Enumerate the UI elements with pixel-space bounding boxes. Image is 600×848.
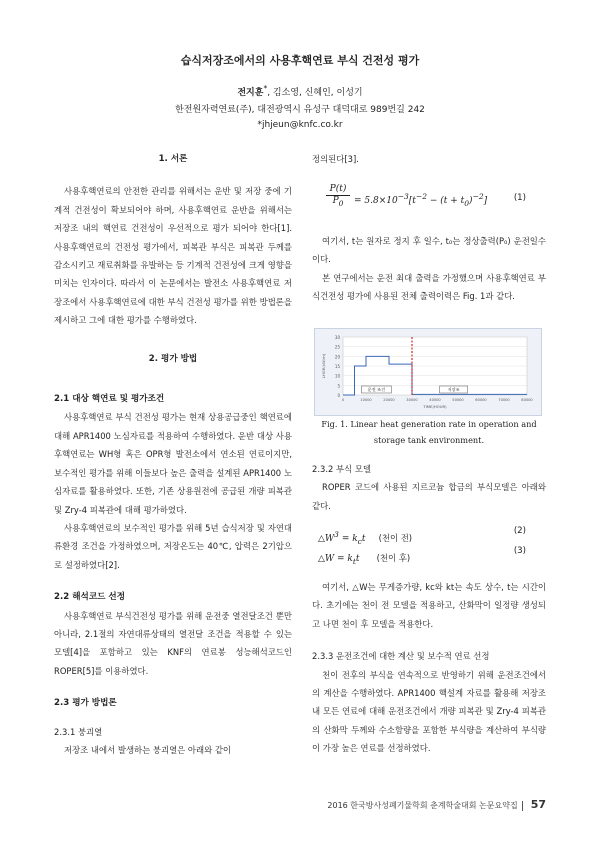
eq2-number: (2) (513, 526, 526, 536)
caption-line-2: storage tank environment. (373, 435, 485, 445)
co-authors: , 김소영, 신혜인, 이성기 (267, 88, 363, 98)
paragraph-continued: 정의된다[3]. (312, 154, 359, 164)
y-axis-label: LHGR(kW/m) (321, 353, 326, 379)
eq1-numerator: P(t) (326, 184, 350, 196)
y-tick-label: 5 (337, 383, 340, 389)
figure-1-caption (312, 416, 546, 448)
intro-paragraph: 사용후핵연료의 안전한 관리를 위해서는 운반 및 저장 중에 기계적 건전성이 확보되어야 하며, 사용후핵연료 운반을 위해서는 저장조 내의 핵연료 건전성이 우선적으로 평가 되어야 한다[1]. 사용후핵연료의 건전성 평가에서, 피복관 부식은 피복관 두께를 감소시키고 재료취화를 유발하는 등 기계적 건전성에 크게 영향을 미치는 인자이다. 따라서 이 논문에서는 발전소 사용후핵연료 저장조에서 사용후핵연료에 대한 부식 건전성 평가를 위한 방법론을 제시하고 그에 대한 평가를 수행하였다. (54, 186, 292, 326)
subsection-heading-2-2: 2.2 해석코드 선정 (54, 592, 126, 603)
y-tick-label: 25 (334, 344, 340, 350)
section-heading-intro: 1. 서론 (158, 154, 188, 164)
paragraph-2-1-a: 사용후핵연료 부식 건전성 평가는 현재 상용공급중인 핵연료에 대해 APR1400 노심자료를 적용하여 수행하였다. 운반 대상 사용후핵연료는 WH형 혹은 OPR형 발전소에서 연소된 연료이지만, 보수적인 평가를 위해 이들보다 높은 출력을 설계된 APR1400 노심자료를 활용하였다. 또한, 기존 상용원전에 공급된 개량 피복관 및 Zry-4 피복관에 대해 평가하였다. (54, 412, 292, 515)
subsection-heading-2-3: 2.3 평가 방법론 (54, 698, 117, 709)
y-tick-label: 20 (334, 354, 340, 360)
annotation-operation: 운전 조건 (367, 387, 386, 393)
x-tick-label: 80000 (521, 398, 533, 402)
eq1-fraction (326, 184, 350, 208)
subsection-heading-2-3-1: 2.3.1 붕괴열 (54, 726, 103, 737)
paper-title: 습식저장조에서의 사용후핵연료 부식 건전성 평가 (180, 54, 420, 67)
paragraph-2-3-3: 천이 전후의 부식을 연속적으로 반영하기 위해 운전조건에서의 계산을 수행하였다. APR1400 핵설계 자료를 활용해 저장조 내 모든 연료에 대해 운전조건에서 개량 피복관 및 Zry-4 피복관의 산화막 두께와 수소함량을 포함한 부식량을 계산하여 부식량이 가장 높은 연료를 선정하였다. (312, 669, 546, 754)
page-footer (300, 798, 546, 811)
right-column-text-2 (312, 232, 546, 306)
paragraph-2-2: 사용후핵연료 부식건전성 평가를 위해 운전중 열전달조건 뿐만 아니라, 2.1절의 자연대류상태의 열전달 조건을 적용할 수 있는 모델[4]을 포함하고 있는 KNF의 연료봉 성능해석코드인 ROPER[5]를 이용하였다. (54, 610, 292, 676)
eq3-condition: (천이 후) (376, 553, 411, 563)
subsection-heading-2-1: 2.1 대상 핵연료 및 평가조건 (54, 394, 165, 405)
corresponding-mark: * (263, 84, 268, 93)
x-tick-label: 50000 (452, 398, 464, 402)
eq2-expression: $\triangle W^3 = k_ct$ (318, 530, 366, 546)
y-tick-label: 15 (334, 364, 340, 369)
equation-2 (318, 526, 546, 544)
subsection-heading-2-3-3: 2.3.3 운전조건에 대한 계산 및 보수적 연료 선정 (312, 651, 490, 662)
author-list (0, 84, 600, 98)
right-column-text-3 (312, 460, 546, 515)
page-number: 57 (530, 798, 546, 811)
annotation-storage: 저장조 (447, 387, 460, 393)
contact-email: *jhjeun@knfc.co.kr (257, 120, 343, 130)
eq3-expression: △W = $k_tt$ (318, 554, 360, 566)
x-tick-label: 10000 (360, 398, 372, 402)
section-heading-method: 2. 평가 방법 (148, 353, 198, 364)
equation-1 (326, 184, 546, 218)
x-tick-label: 70000 (498, 398, 510, 402)
paragraph-2-3-2-b: 여기서, △W는 무게증가량, kc와 kt는 속도 상수, t는 시간이다. 초기에는 천이 전 모델을 적용하고, 산화막이 일정량 생성되고 나면 천이 후 모델을 적용한다. (312, 582, 546, 629)
x-tick-label: 40000 (429, 398, 441, 402)
right-column-text-4 (312, 578, 546, 758)
y-tick-label: 0 (337, 393, 340, 398)
eq2-condition: (천이 전) (378, 533, 413, 543)
x-tick-label: 30000 (406, 398, 418, 402)
x-tick-label: 60000 (475, 398, 487, 402)
subsection-heading-2-3-2: 2.3.2 부식 모델 (312, 464, 371, 474)
figure-1-chart (314, 328, 542, 416)
paragraph-2-3-2-a: ROPER 코드에 사용된 지르코늄 합금의 부식모델은 아래와 같다. (312, 482, 546, 511)
footer-text: 2016 한국방사성폐기물학회 춘계학술대회 논문요약집 (327, 801, 518, 810)
footer-divider (522, 801, 523, 811)
y-tick-label: 10 (334, 373, 340, 379)
right-column (312, 150, 546, 168)
eq1-expression: = $5.8\times 10^{-3}[t^{-2} - (t + t_0)^{-2}]$ (354, 192, 488, 208)
y-tick-label: 30 (334, 335, 340, 340)
lead-author: 전지훈 (237, 88, 264, 98)
paragraph-power-history: 본 연구에서는 운전 최대 출력을 가정했으며 사용후핵연료 부식건전성 평가에 사용된 전체 출력이력은 Fig. 1과 같다. (312, 272, 546, 302)
affiliation: 한전원자력연료(주), 대전광역시 유성구 대덕대로 989번길 242 (175, 105, 425, 115)
eq1-denominator: $P_0$ (332, 196, 344, 208)
x-axis-label: TIME(HOUR) (423, 404, 447, 409)
caption-line-1: Fig. 1. Linear heat generation rate in operation and (321, 419, 537, 429)
paragraph-2-3-1: 저장조 내에서 발생하는 붕괴열은 아래와 같이 (64, 744, 232, 755)
equation-3 (318, 546, 546, 564)
eq1-number: (1) (513, 193, 526, 203)
paragraph-2-1-b: 사용후핵연료의 보수적인 평가를 위해 5년 습식저장 및 자연대류환경 조건을 가정하였으며, 저장온도는 40℃, 압력은 2기압으로 설정하였다[2]. (54, 522, 292, 570)
left-column (54, 150, 292, 759)
x-tick-label: 0 (341, 398, 345, 402)
x-tick-label: 20000 (383, 398, 395, 402)
eq3-number: (3) (513, 546, 526, 556)
lhgr-chart-svg (315, 329, 541, 415)
paragraph-eq1-explain: 여기서, t는 원자로 정지 후 일수, t₀는 정상출력(P₀) 운전일수이다. (312, 236, 546, 265)
